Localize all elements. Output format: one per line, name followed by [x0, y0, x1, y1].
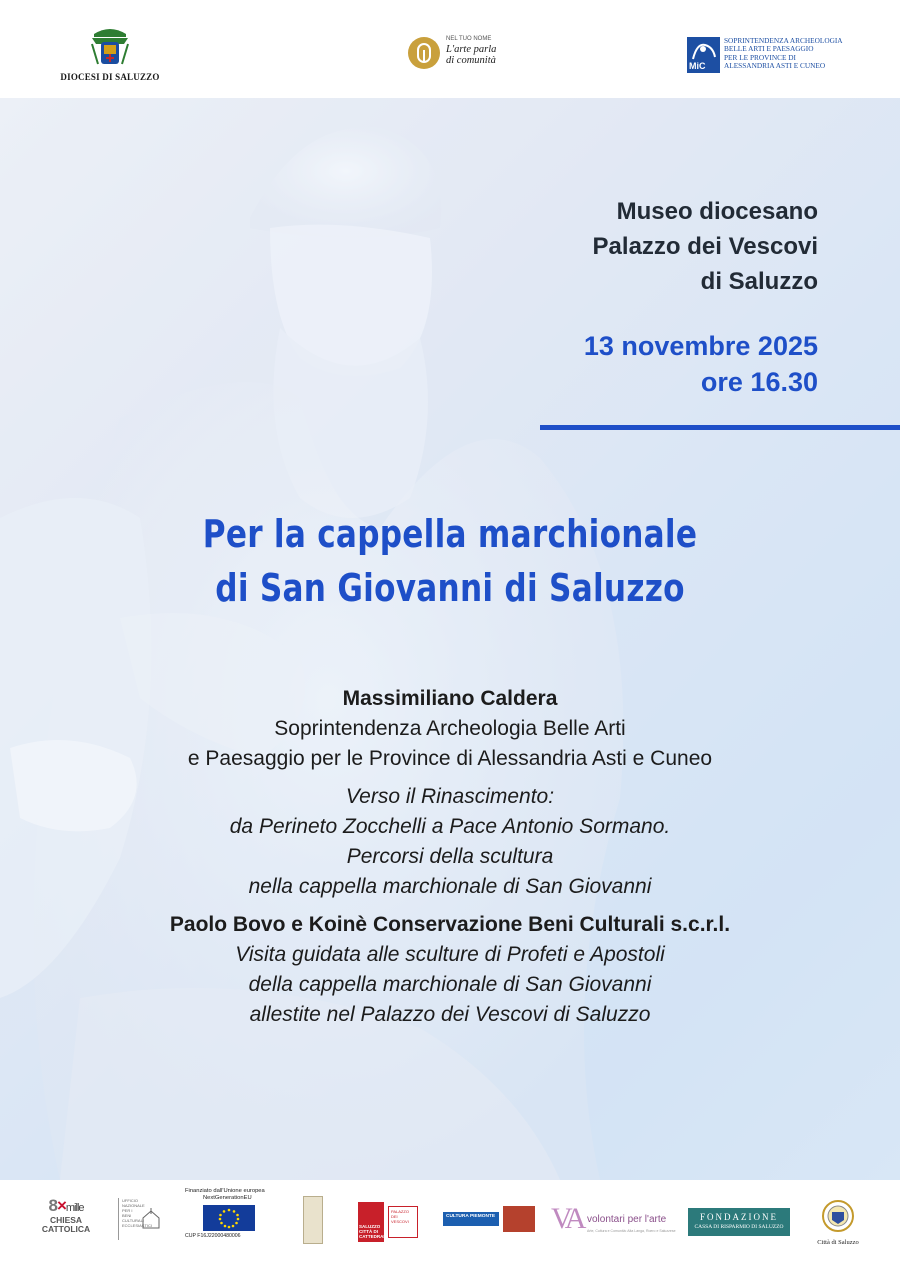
otto-per-mille-logo	[36, 1196, 96, 1234]
talk-title-line: Percorsi della scultura	[346, 845, 554, 868]
date-block	[584, 328, 818, 400]
speaker-name: Paolo Bovo e Koinè Conservazione Beni Culturali s.c.r.l.	[169, 913, 731, 936]
soprintendenza-line: ALESSANDRIA ASTI E CUNEO	[724, 60, 826, 70]
eu-flag-icon	[203, 1205, 255, 1231]
speaker-affiliation: e Paesaggio per le Province di Alessandria Asti e Cuneo	[187, 747, 713, 770]
speaker-block	[0, 910, 900, 1030]
venue-block	[593, 194, 818, 299]
volontari-mark: VA	[551, 1202, 583, 1235]
cultura-piemonte-logo	[443, 1206, 535, 1234]
fondazione-line: CASSA DI RISPARMIO DI SALUZZO	[694, 1224, 784, 1230]
volontari-sub: Arte, Cultura e Comunità: Alta Langa, Roero e Saluzzese	[587, 1229, 676, 1233]
venue-line: di Saluzzo	[700, 268, 818, 295]
otto-church-line: CHIESA	[49, 1215, 83, 1225]
ufficio-beni-culturali-logo	[118, 1198, 172, 1240]
cultura-photo	[503, 1206, 535, 1232]
talk-title-line: Verso il Rinascimento:	[345, 785, 555, 808]
palazzo-vescovi-logo	[388, 1206, 418, 1238]
speaker-block	[0, 684, 900, 902]
diocese-label: DIOCESI DI SALUZZO	[60, 72, 160, 82]
fondazione-line: FONDAZIONE	[700, 1212, 778, 1222]
volontari-text: volontari per l'arte	[587, 1214, 667, 1225]
sponsor-logo-strip	[0, 1180, 900, 1265]
header-logo-strip	[0, 0, 900, 98]
soprintendenza-line: BELLE ARTI E PAESAGGIO	[724, 44, 814, 54]
volontari-per-arte-logo	[551, 1202, 696, 1238]
diocese-logo	[60, 24, 160, 82]
eu-line: NextGenerationEU	[203, 1195, 252, 1201]
speaker-name: Massimiliano Caldera	[342, 687, 558, 710]
citta-di-saluzzo-logo	[815, 1198, 861, 1246]
otto-x: ×	[56, 1196, 66, 1215]
event-title	[81, 507, 819, 615]
palazzo-text: PALAZZO DEI VESCOVI	[391, 1209, 409, 1224]
arte-small-text: NEL TUO NOME	[446, 36, 492, 42]
cultura-year: 2025	[479, 1219, 497, 1228]
title-line: Per la cappella marchionale	[202, 512, 698, 556]
soprintendenza-logo	[687, 37, 867, 75]
talk-title-line: da Perineto Zocchelli a Pace Antonio Sormano.	[229, 815, 671, 838]
otto-church-line: CATTOLICA	[41, 1224, 91, 1234]
citta-label: Città di Saluzzo	[817, 1239, 859, 1246]
arte-parla-logo	[408, 34, 518, 74]
eu-cup-code: CUP F16J22000480006	[185, 1233, 241, 1239]
arte-line-1: L'arte parla	[446, 44, 497, 55]
fondazione-crs-logo	[688, 1208, 790, 1236]
venue-line: Museo diocesano	[616, 198, 818, 225]
divider-rule	[540, 425, 900, 430]
eu-funding-logo	[185, 1188, 285, 1239]
arte-line-2: di comunità	[446, 55, 496, 66]
ufficio-text: UFFICIO NAZIONALE PER I BENI CULTURALI ECCLESIASTICI	[122, 1198, 153, 1228]
talk-title-line: nella cappella marchionale di San Giovanni	[248, 875, 652, 898]
arte-text	[446, 44, 496, 66]
mic-badge-text: MiC	[689, 61, 706, 71]
arte-circle-icon	[408, 37, 440, 69]
saluzzo-citta-text: SALUZZO CITTÀ DI CATTEDRALI	[359, 1224, 388, 1239]
talk-title-line: della cappella marchionale di San Giovanni	[248, 973, 652, 996]
otto-mille: mille	[65, 1202, 84, 1214]
event-time: ore 16.30	[700, 367, 818, 397]
soprintendenza-line: PER LE PROVINCE DI	[724, 52, 796, 62]
otto-mark	[36, 1196, 96, 1216]
diocese-crest-icon	[88, 24, 132, 70]
church-icon	[141, 1208, 161, 1230]
saluzzo-cattedrali-logo	[358, 1202, 416, 1242]
soprintendenza-text	[724, 37, 843, 70]
book-cover-logo	[303, 1196, 323, 1244]
speaker-affiliation: Soprintendenza Archeologia Belle Arti	[274, 717, 626, 740]
cultura-text: CULTURA PIEMONTE	[446, 1214, 496, 1219]
event-date: 13 novembre 2025	[583, 331, 818, 361]
speakers-section	[0, 684, 900, 1030]
title-line: di San Giovanni di Saluzzo	[215, 566, 685, 610]
eu-line: Finanziato dall'Unione europea	[185, 1188, 265, 1194]
city-crest-icon	[820, 1198, 856, 1234]
saluzzo-red-block	[358, 1202, 388, 1242]
venue-line: Palazzo dei Vescovi	[592, 233, 818, 260]
talk-title-line: allestite nel Palazzo dei Vescovi di Saluzzo	[249, 1003, 651, 1026]
soprintendenza-line: SOPRINTENDENZA ARCHEOLOGIA	[724, 36, 843, 45]
mic-badge	[687, 37, 720, 73]
talk-title-line: Visita guidata alle sculture di Profeti e Apostoli	[235, 943, 665, 966]
otto-number: 8	[48, 1196, 57, 1215]
